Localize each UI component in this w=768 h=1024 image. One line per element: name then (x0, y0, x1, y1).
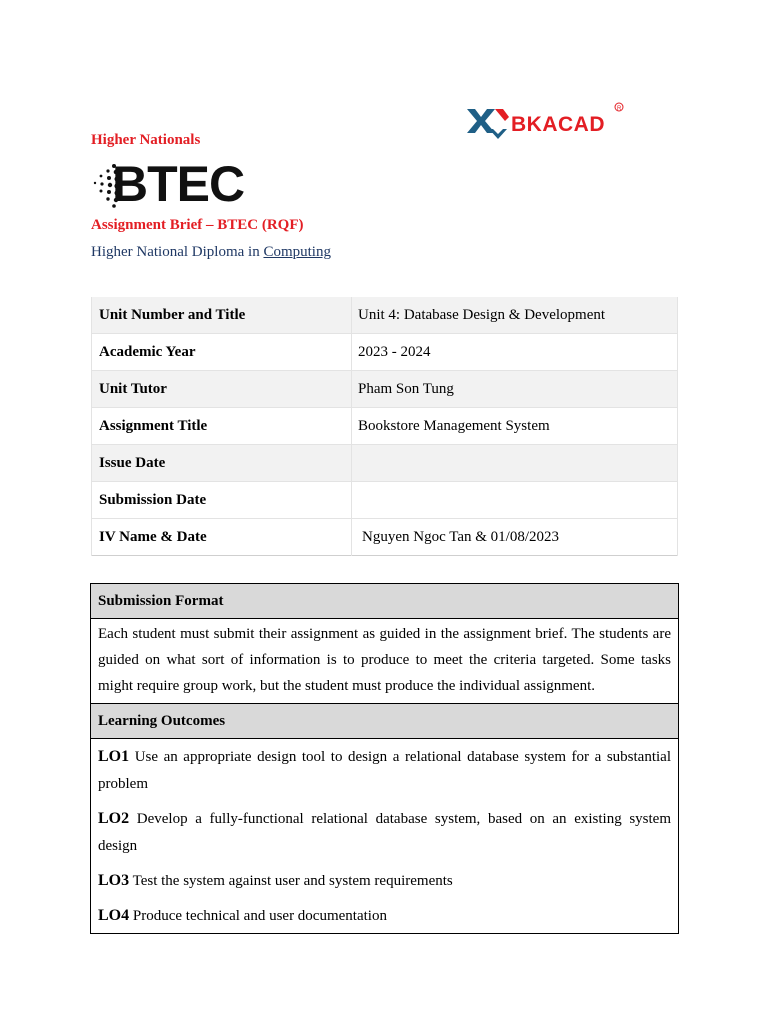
lo-text: Develop a fully-functional relational database system, based on an existing system design (98, 811, 672, 854)
issue-date-label: Issue Date (92, 445, 352, 482)
bkacad-logo-text: BKACAD (511, 113, 605, 136)
academic-year-label: Academic Year (92, 334, 352, 371)
list-item (98, 867, 671, 895)
lo-text: Produce technical and user documentation (132, 908, 387, 924)
table-row (92, 334, 678, 371)
assignment-title-value: Bookstore Management System (352, 408, 678, 445)
iv-name-date-value: Nguyen Ngoc Tan & 01/08/2023 (352, 519, 678, 556)
lo-text: Use an appropriate design tool to design a relational database system for a substantial problem (98, 749, 671, 792)
unit-number-label: Unit Number and Title (92, 297, 352, 334)
unit-tutor-value: Pham Son Tung (352, 371, 678, 408)
higher-nationals-title: Higher Nationals (91, 132, 201, 148)
submission-format-table (90, 583, 679, 934)
table-row (92, 371, 678, 408)
unit-number-value: Unit 4: Database Design & Development (352, 297, 678, 334)
diploma-line (91, 244, 331, 261)
btec-logo-text: BTEC (112, 156, 245, 212)
assignment-title-label: Assignment Title (92, 408, 352, 445)
assignment-brief-title: Assignment Brief – BTEC (RQF) (91, 217, 304, 233)
lo-code: LO1 (98, 748, 130, 765)
list-item (98, 902, 671, 930)
submission-date-value (352, 482, 678, 519)
table-row (92, 445, 678, 482)
submission-format-text: Each student must submit their assignment as guided in the assignment brief. The students are guided on what sort of information is to produce to meet the criteria targeted. Some tasks might require group work, but the student must produce the individual assignment. (91, 619, 679, 704)
list-item (98, 805, 671, 860)
issue-date-value (352, 445, 678, 482)
lo-code: LO3 (98, 872, 130, 889)
table-row (92, 297, 678, 334)
diploma-prefix: Higher National Diploma in (91, 244, 260, 260)
lo-code: LO2 (98, 810, 130, 827)
list-item (98, 743, 671, 798)
learning-outcomes-list (91, 739, 679, 934)
lo-text: Test the system against user and system requirements (132, 873, 453, 889)
computing-link[interactable]: Computing (263, 244, 331, 260)
table-row (92, 519, 678, 556)
iv-name-date-label: IV Name & Date (92, 519, 352, 556)
bkacad-logo (465, 99, 635, 147)
btec-logo (92, 156, 245, 214)
table-row (92, 482, 678, 519)
submission-date-label: Submission Date (92, 482, 352, 519)
submission-format-heading: Submission Format (91, 584, 679, 619)
svg-text:R: R (617, 106, 622, 112)
unit-tutor-label: Unit Tutor (92, 371, 352, 408)
learning-outcomes-heading: Learning Outcomes (91, 704, 679, 739)
table-row (92, 408, 678, 445)
academic-year-value: 2023 - 2024 (352, 334, 678, 371)
unit-info-table (91, 297, 678, 556)
lo-code: LO4 (98, 907, 130, 924)
